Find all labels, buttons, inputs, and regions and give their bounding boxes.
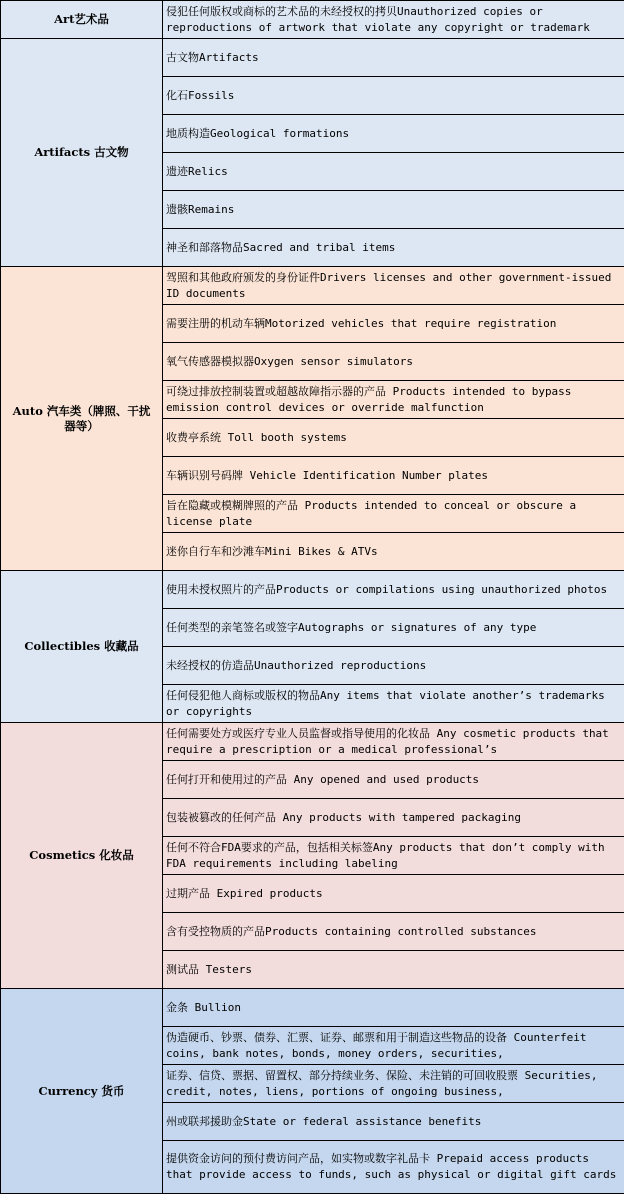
item-text: 任何不符合FDA要求的产品，包括相关标签Any products that don’t comply with FDA requirements including labeling xyxy=(163,840,624,872)
category-cell-collectibles xyxy=(1,571,163,723)
item-cell xyxy=(163,609,624,647)
item-text: 测试品 Testers xyxy=(163,962,624,978)
item-text: 任何侵犯他人商标或版权的物品Any items that violate another’s trademarks or copyrights xyxy=(163,688,624,720)
item-text: 过期产品 Expired products xyxy=(163,886,624,902)
item-text: 遗骸Remains xyxy=(163,202,624,218)
table-row xyxy=(1,571,624,609)
category-cell-art xyxy=(1,1,163,39)
item-cell xyxy=(163,457,624,495)
item-text: 化石Fossils xyxy=(163,88,624,104)
item-text: 驾照和其他政府颁发的身份证件Drivers licenses and other government-issued ID documents xyxy=(163,270,624,302)
item-cell xyxy=(163,1141,624,1194)
item-text: 旨在隐藏或模糊牌照的产品 Products intended to conceal or obscure a license plate xyxy=(163,498,624,530)
item-text: 侵犯任何版权或商标的艺术品的未经授权的拷贝Unauthorized copies or reproductions of artwork that violate any copyright or trademark xyxy=(163,4,624,36)
item-cell xyxy=(163,495,624,533)
category-label: Currency 货币 xyxy=(1,1084,162,1099)
item-cell xyxy=(163,1,624,39)
category-label: Art艺术品 xyxy=(1,12,162,27)
item-cell xyxy=(163,723,624,761)
item-text: 州或联邦援助金State or federal assistance benefits xyxy=(163,1114,624,1130)
item-cell xyxy=(163,1027,624,1065)
item-text: 使用未授权照片的产品Products or compilations using unauthorized photos xyxy=(163,582,624,598)
item-cell xyxy=(163,761,624,799)
item-cell xyxy=(163,913,624,951)
table-row xyxy=(1,1,624,39)
item-cell xyxy=(163,153,624,191)
category-cell-artifacts xyxy=(1,39,163,267)
item-cell xyxy=(163,837,624,875)
item-cell xyxy=(163,1103,624,1141)
category-cell-auto xyxy=(1,267,163,571)
item-cell xyxy=(163,229,624,267)
category-label: Collectibles 收藏品 xyxy=(1,639,162,654)
item-cell xyxy=(163,685,624,723)
item-text: 包装被篡改的任何产品 Any products with tampered packaging xyxy=(163,810,624,826)
item-cell xyxy=(163,799,624,837)
item-cell xyxy=(163,305,624,343)
item-cell xyxy=(163,647,624,685)
item-text: 收费亭系统 Toll booth systems xyxy=(163,430,624,446)
item-text: 地质构造Geological formations xyxy=(163,126,624,142)
category-cell-currency xyxy=(1,989,163,1194)
item-cell xyxy=(163,571,624,609)
item-text: 神圣和部落物品Sacred and tribal items xyxy=(163,240,624,256)
item-cell xyxy=(163,267,624,305)
category-label: Artifacts 古文物 xyxy=(1,145,162,160)
item-cell xyxy=(163,533,624,571)
item-text: 任何打开和使用过的产品 Any opened and used products xyxy=(163,772,624,788)
item-cell xyxy=(163,951,624,989)
item-text: 车辆识别号码牌 Vehicle Identification Number plates xyxy=(163,468,624,484)
item-text: 任何类型的亲笔签名或签字Autographs or signatures of any type xyxy=(163,620,624,636)
item-text: 金条 Bullion xyxy=(163,1000,624,1016)
item-cell xyxy=(163,989,624,1027)
item-cell xyxy=(163,39,624,77)
item-text: 氧气传感器模拟器Oxygen sensor simulators xyxy=(163,354,624,370)
table-row xyxy=(1,723,624,761)
table-row xyxy=(1,267,624,305)
item-cell xyxy=(163,419,624,457)
item-cell xyxy=(163,875,624,913)
item-cell xyxy=(163,343,624,381)
item-text: 任何需要处方或医疗专业人员监督或指导使用的化妆品 Any cosmetic products that require a prescription or a medical professional’s xyxy=(163,726,624,758)
item-text: 可绕过排放控制装置或超越故障指示器的产品 Products intended to bypass emission control devices or override malfunction xyxy=(163,384,624,416)
item-text: 古文物Artifacts xyxy=(163,50,624,66)
item-text: 遗迹Relics xyxy=(163,164,624,180)
table-row xyxy=(1,39,624,77)
category-label: Cosmetics 化妆品 xyxy=(1,848,162,863)
item-cell xyxy=(163,191,624,229)
item-text: 伪造硬币、钞票、债券、汇票、证券、邮票和用于制造这些物品的设备 Counterfeit coins, bank notes, bonds, money orders, securities, xyxy=(163,1030,624,1062)
category-cell-cosmetics xyxy=(1,723,163,989)
item-cell xyxy=(163,77,624,115)
item-cell xyxy=(163,115,624,153)
item-cell xyxy=(163,1065,624,1103)
category-label: Auto 汽车类（牌照、干扰器等） xyxy=(1,404,162,434)
item-text: 证券、信贷、票据、留置权、部分持续业务、保险、未注销的可回收股票 Securities, credit, notes, liens, portions of ongoing business, xyxy=(163,1068,624,1100)
item-text: 需要注册的机动车辆Motorized vehicles that require registration xyxy=(163,316,624,332)
item-text: 未经授权的仿造品Unauthorized reproductions xyxy=(163,658,624,674)
item-text: 迷你自行车和沙滩车Mini Bikes & ATVs xyxy=(163,544,624,560)
table-row xyxy=(1,989,624,1027)
item-text: 提供资金访问的预付费访问产品，如实物或数字礼品卡 Prepaid access products that provide access to funds, such as physical or digital gift cards xyxy=(163,1151,624,1183)
item-cell xyxy=(163,381,624,419)
item-text: 含有受控物质的产品Products containing controlled substances xyxy=(163,924,624,940)
